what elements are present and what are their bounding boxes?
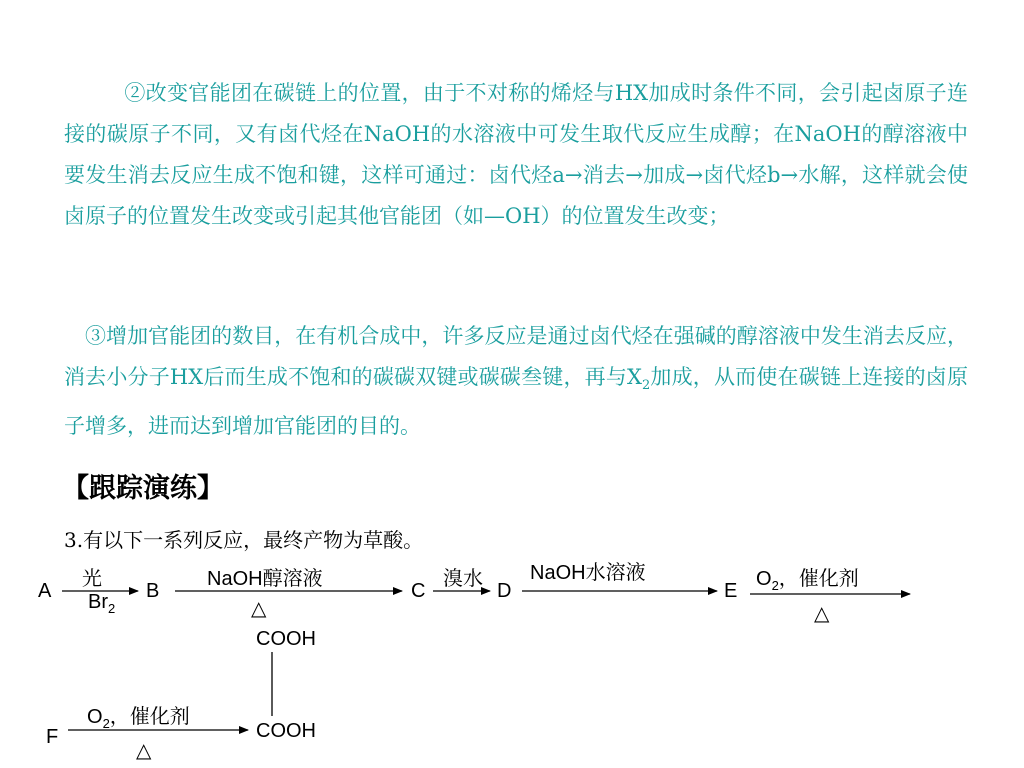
condition-o2-catalyst-f: $O_2$，催化剂 [87, 706, 190, 731]
question-text: 3.有以下一系列反应，最终产物为草酸。 [64, 528, 424, 552]
condition-o2-catalyst-e: $O_2$，催化剂 [756, 568, 859, 593]
compound-b: B [146, 580, 160, 602]
paragraph-3-subscript: 2 [641, 378, 651, 394]
compound-d: D [497, 580, 512, 602]
condition-bromine-water: 溴水 [443, 568, 483, 590]
compound-f: F [46, 726, 59, 748]
compound-e: E [724, 580, 738, 602]
condition-naoh-aqueous: NaOH水溶液 [530, 562, 646, 584]
oxalic-acid-top: COOH [256, 628, 316, 650]
paragraph-3-text-end: 加成，从而使在碳链上连接的卤原子增多，进而达到增加官能团的目的。 [64, 365, 968, 439]
condition-heat-bc: △ [251, 598, 267, 620]
condition-light: 光 [82, 568, 102, 590]
paragraph-2-text: ②改变官能团在碳链上的位置，由于不对称的烯烃与HX加成时条件不同，会引起卤原子连接的碳原子不同，又有卤代烃在NaOH的水溶液中可发生取代反应生成醇；在NaOH的醇溶液中要发生消去反应生成不饱和键，这样可通过：卤代烃a→消去→加成→卤代烃b→水解，这样就会使卤原子的位置发生改变或引起其他官能团（如—OH）的位置发生改变； [64, 81, 968, 228]
section-heading: 【跟踪演练】 [62, 473, 224, 504]
compound-a: A [38, 580, 52, 602]
condition-naoh-alcohol: NaOH醇溶液 [207, 568, 323, 590]
oxalic-acid-bottom: COOH [256, 720, 316, 742]
condition-br2: $Br_2$ [88, 591, 116, 616]
condition-heat-f: △ [136, 740, 152, 762]
compound-c: C [411, 580, 426, 602]
paragraph-3-text: ③增加官能团的数目，在有机合成中，许多反应是通过卤代烃在强碱的醇溶液中发生消去反应，消去小分子HX后而生成不饱和的碳碳双键或碳碳叁键，再与X [64, 324, 968, 389]
condition-heat-e: △ [814, 603, 830, 625]
